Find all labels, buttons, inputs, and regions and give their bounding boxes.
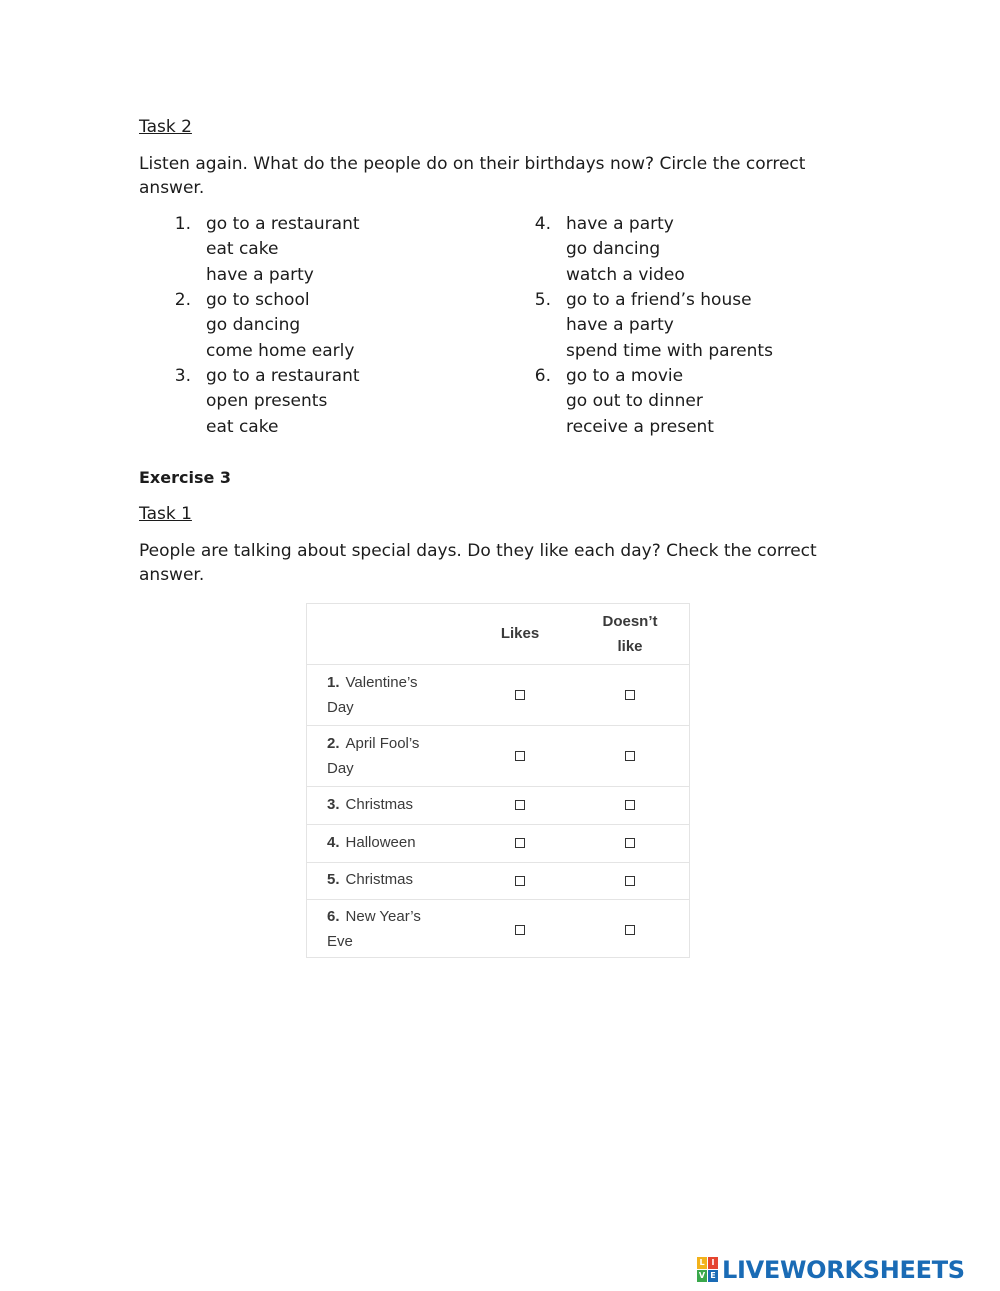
doesnt-like-checkbox[interactable] bbox=[625, 690, 635, 700]
option-text[interactable]: have a party bbox=[566, 214, 674, 234]
doesnt-like-checkbox[interactable] bbox=[625, 751, 635, 761]
likes-checkbox[interactable] bbox=[515, 800, 525, 810]
day-label: 1. Valentine’s Day bbox=[327, 674, 418, 716]
task2-instruction: Listen again. What do the people do on their birthdays now? Circle the correct answer. bbox=[139, 154, 806, 198]
likes-checkbox[interactable] bbox=[515, 876, 525, 886]
likes-checkbox[interactable] bbox=[515, 690, 525, 700]
option-text[interactable]: open presents bbox=[206, 391, 328, 412]
option-text[interactable]: watch a video bbox=[566, 264, 685, 285]
item-3-number: 3. bbox=[174, 366, 191, 386]
option-text[interactable]: go to school bbox=[206, 290, 310, 310]
table-row bbox=[307, 862, 689, 899]
day-label: 4. Halloween bbox=[327, 834, 416, 851]
likes-checkbox[interactable] bbox=[515, 838, 525, 848]
table-header-row bbox=[307, 604, 689, 664]
option-text[interactable]: go dancing bbox=[206, 315, 301, 336]
column-header-doesnt-like: Doesn’t like bbox=[602, 613, 658, 655]
option-text[interactable]: spend time with parents bbox=[566, 340, 773, 361]
table-row bbox=[307, 664, 689, 725]
option-text[interactable]: go to a restaurant bbox=[206, 366, 360, 386]
item-6-options bbox=[566, 364, 714, 440]
task2-heading: Task 2 bbox=[139, 117, 192, 137]
option-text[interactable]: come home early bbox=[206, 340, 355, 361]
exercise3-instruction: People are talking about special days. Do they like each day? Check the correct answer. bbox=[139, 541, 817, 585]
item-3-options bbox=[206, 364, 360, 440]
table-row bbox=[307, 786, 689, 824]
option-text[interactable]: go to a restaurant bbox=[206, 214, 360, 234]
likes-checkbox[interactable] bbox=[515, 751, 525, 761]
day-label: 5. Christmas bbox=[327, 871, 414, 888]
day-label: 6. New Year’s Eve bbox=[327, 908, 421, 950]
option-text[interactable]: go to a friend’s house bbox=[566, 290, 752, 310]
doesnt-like-checkbox[interactable] bbox=[625, 925, 635, 935]
column-header-likes: Likes bbox=[500, 625, 540, 642]
day-label: 2. April Fool’s Day bbox=[327, 735, 420, 777]
option-text[interactable]: go out to dinner bbox=[566, 391, 703, 412]
likes-checkbox[interactable] bbox=[515, 925, 525, 935]
exercise3-heading: Exercise 3 bbox=[139, 468, 232, 487]
day-label: 3. Christmas bbox=[327, 796, 414, 813]
table-row bbox=[307, 725, 689, 786]
item-5-number: 5. bbox=[534, 290, 551, 310]
table-row bbox=[307, 824, 689, 862]
option-text[interactable]: go dancing bbox=[566, 239, 661, 260]
item-4-options bbox=[566, 212, 685, 288]
option-text[interactable]: have a party bbox=[566, 315, 674, 336]
item-2-options bbox=[206, 288, 354, 364]
item-1-number: 1. bbox=[174, 214, 191, 234]
option-text[interactable]: go to a movie bbox=[566, 366, 684, 386]
table-row bbox=[307, 899, 689, 958]
doesnt-like-checkbox[interactable] bbox=[625, 800, 635, 810]
option-text[interactable]: eat cake bbox=[206, 416, 279, 437]
doesnt-like-checkbox[interactable] bbox=[625, 876, 635, 886]
logo-text: LIVEWORKSHEETS bbox=[722, 1256, 965, 1284]
option-text[interactable]: have a party bbox=[206, 264, 314, 285]
item-4-number: 4. bbox=[534, 214, 551, 234]
item-2-number: 2. bbox=[174, 290, 191, 310]
doesnt-like-checkbox[interactable] bbox=[625, 838, 635, 848]
logo-mark-icon: L I V E bbox=[697, 1257, 719, 1283]
item-6-number: 6. bbox=[534, 366, 551, 386]
special-days-table bbox=[306, 603, 690, 958]
option-text[interactable]: eat cake bbox=[206, 239, 279, 260]
item-1-options bbox=[206, 212, 360, 288]
item-5-options bbox=[566, 288, 773, 364]
option-text[interactable]: receive a present bbox=[566, 416, 714, 437]
exercise3-task-heading: Task 1 bbox=[139, 504, 192, 524]
liveworksheets-logo bbox=[697, 1255, 965, 1285]
